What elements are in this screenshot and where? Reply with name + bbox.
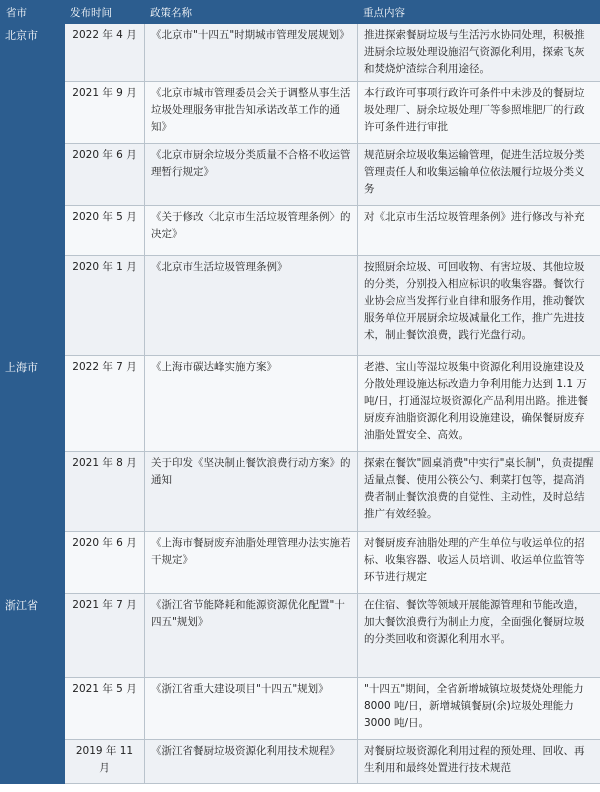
policy-name-cell: 《北京市"十四五"时期城市管理发展规划》 [145,24,358,82]
date-cell: 2020 年 1 月 [65,256,145,356]
policy-name-cell: 《北京市城市管理委员会关于调整从事生活垃圾处理服务审批告知承诺改革工作的通知》 [145,82,358,144]
date-cell: 2020 年 6 月 [65,532,145,594]
content-cell: 老港、宝山等湿垃圾集中资源化利用设施建设及分散处理设施达标改造力争利用能力达到 1.1 万吨/日，打通湿垃圾资源化产品利用出路。推进餐厨废弃油脂资源化利用设施建设，确保餐厨废弃油脂处置安全、高效。 [358,356,600,452]
content-cell: 探索在餐饮"圆桌消费"中实行"桌长制"，负责提醒适量点餐、使用公筷公勺、剩菜打包等，提高消费者制止餐饮浪费的自觉性、主动性，及时总结推广有效经验。 [358,452,600,532]
policy-name-cell: 《浙江省重大建设项目"十四五"规划》 [145,678,358,740]
policy-name-cell: 《浙江省节能降耗和能源资源优化配置"十四五"规划》 [145,594,358,678]
content-cell: 对餐厨垃圾资源化利用过程的预处理、回收、再生利用和最终处置进行技术规范 [358,740,600,784]
province-cell-shanghai: 上海市 [1,356,65,594]
policy-name-cell: 《上海市餐厨废弃油脂处理管理办法实施若干规定》 [145,532,358,594]
policy-name-cell: 《浙江省餐厨垃圾资源化利用技术规程》 [145,740,358,784]
table-row [1,206,600,256]
table-row [1,24,600,82]
table-row [1,452,600,532]
table-row [1,594,600,678]
table-row [1,532,600,594]
date-cell: 2021 年 8 月 [65,452,145,532]
header-content: 重点内容 [358,1,600,24]
table-header-row [1,1,600,24]
date-cell: 2021 年 5 月 [65,678,145,740]
content-cell: 规范厨余垃圾收集运输管理，促进生活垃圾分类管理责任人和收集运输单位依法履行垃圾分类义务 [358,144,600,206]
table-row [1,740,600,784]
table-row [1,356,600,452]
table-row [1,256,600,356]
policy-name-cell: 《北京市生活垃圾管理条例》 [145,256,358,356]
date-cell: 2022 年 4 月 [65,24,145,82]
date-cell: 2022 年 7 月 [65,356,145,452]
date-cell: 2021 年 9 月 [65,82,145,144]
header-date: 发布时间 [65,1,145,24]
date-cell: 2019 年 11 月 [65,740,145,784]
content-cell: 按照厨余垃圾、可回收物、有害垃圾、其他垃圾的分类，分别投入相应标识的收集容器。餐饮行业协会应当发挥行业自律和服务作用，推动餐饮服务单位开展厨余垃圾减量化工作，推广先进技术，制止餐饮浪费，践行光盘行动。 [358,256,600,356]
content-cell: 对《北京市生活垃圾管理条例》进行修改与补充 [358,206,600,256]
policy-name-cell: 《关于修改〈北京市生活垃圾管理条例〉的决定》 [145,206,358,256]
policy-name-cell: 关于印发《坚决制止餐饮浪费行动方案》的通知 [145,452,358,532]
content-cell: 在住宿、餐饮等领域开展能源管理和节能改造，加大餐饮浪费行为制止力度，全面强化餐厨垃圾的分类回收和资源化利用水平。 [358,594,600,678]
table-row [1,144,600,206]
date-cell: 2020 年 5 月 [65,206,145,256]
province-cell-beijing: 北京市 [1,24,65,356]
header-province: 省市 [1,1,65,24]
date-cell: 2020 年 6 月 [65,144,145,206]
policy-name-cell: 《上海市碳达峰实施方案》 [145,356,358,452]
content-cell: 对餐厨废弃油脂处理的产生单位与收运单位的招标、收集容器、收运人员培训、收运单位监管等环节进行规定 [358,532,600,594]
content-cell: 本行政许可事项行政许可条件中未涉及的餐厨垃圾处理厂、厨余垃圾处理厂等参照堆肥厂的行政许可条件进行审批 [358,82,600,144]
province-cell-zhejiang: 浙江省 [1,594,65,784]
content-cell: "十四五"期间，全省新增城镇垃圾焚烧处理能力 8000 吨/日，新增城镇餐厨(余)垃圾处理能力 3000 吨/日。 [358,678,600,740]
table-row [1,82,600,144]
date-cell: 2021 年 7 月 [65,594,145,678]
content-cell: 推进探索餐厨垃圾与生活污水协同处理，积极推进厨余垃圾处理设施沼气资源化利用，探索飞灰和焚烧炉渣综合利用途径。 [358,24,600,82]
policy-name-cell: 《北京市厨余垃圾分类质量不合格不收运管理暂行规定》 [145,144,358,206]
header-policy-name: 政策名称 [145,1,358,24]
table-row [1,678,600,740]
